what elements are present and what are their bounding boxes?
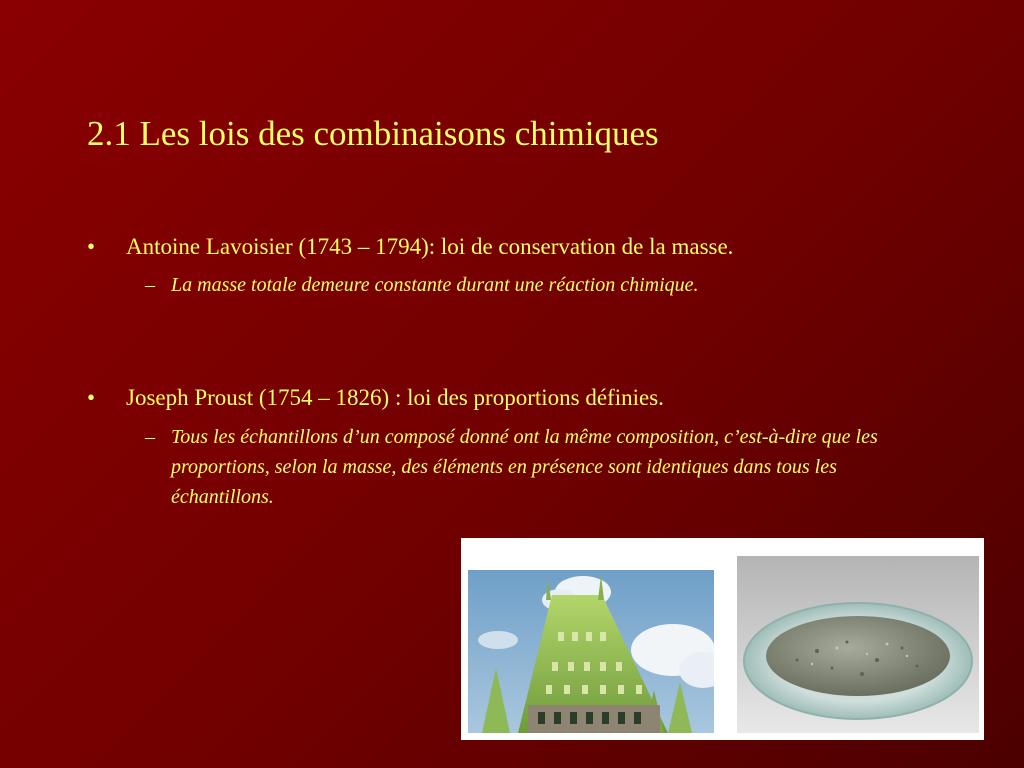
sub-bullet-marker: – [145,426,155,448]
sub-bullet-text: La masse totale demeure constante durant une réaction chimique. [171,274,699,296]
sub-bullet-text: Tous les échantillons d’un composé donné ont la même composition, c’est-à-dire que les proportions, selon la masse, des éléments en présence sont identiques dans tous les échantillons. [171,426,878,508]
bullet-text: Joseph Proust (1754 – 1826) : loi des proportions définies. [126,385,664,410]
bullet-marker: • [87,385,96,410]
castle-photo [468,570,714,733]
slide-title: 2.1 Les lois des combinaisons chimiques [87,114,659,153]
bullet-text: Antoine Lavoisier (1743 – 1794): loi de conservation de la masse. [126,234,734,259]
bullet-marker: • [87,234,96,259]
powder-sample-photo [737,556,979,733]
sub-bullet-marker: – [145,274,155,296]
photo-panel [461,538,984,740]
